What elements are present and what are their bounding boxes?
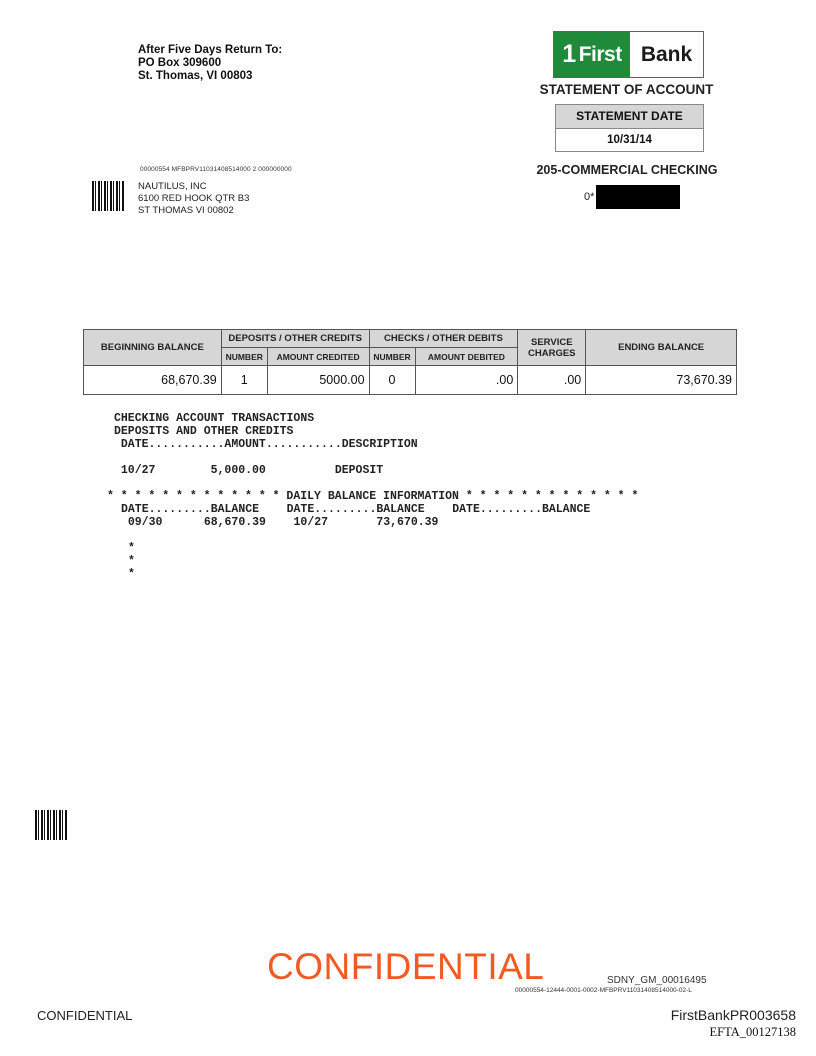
checks-number-header: NUMBER: [369, 348, 415, 366]
confidential-stamp: CONFIDENTIAL: [267, 946, 545, 987]
transaction-row: 10/27 5,000.00 DEPOSIT: [114, 464, 384, 477]
addressee-city: ST THOMAS VI 00802: [138, 205, 234, 216]
efta-label: EFTA_00127138: [709, 1025, 796, 1039]
deposits-header: DEPOSITS / OTHER CREDITS: [221, 330, 369, 348]
statement-date-box: [555, 104, 704, 152]
sdny-bates-label: SDNY_GM_00016495: [607, 975, 707, 986]
statement-date-value: 10/31/14: [607, 134, 652, 146]
amount-debited-value: .00: [415, 366, 518, 395]
service-charges-value: .00: [518, 366, 586, 395]
addressee-street: 6100 RED HOOK QTR B3: [138, 193, 250, 204]
daily-balance-row: 09/30 68,670.39 10/27 73,670.39: [121, 516, 439, 529]
service-charges-header: [518, 330, 586, 366]
return-address: [138, 44, 282, 83]
daily-balance-columns: DATE.........BALANCE DATE.........BALANCE DATE.........BALANCE: [121, 503, 591, 516]
beginning-balance-header: BEGINNING BALANCE: [84, 330, 222, 366]
batch-code: 00000554-12444-0001-0002-MFBPRV11031408514000-02-L: [515, 987, 692, 994]
statement-title: STATEMENT OF ACCOUNT: [539, 82, 714, 97]
checks-number-value: 0: [369, 366, 415, 395]
ending-balance-value: 73,670.39: [586, 366, 737, 395]
statement-date-header: STATEMENT DATE: [556, 105, 703, 129]
service-charges-header-line: CHARGES: [528, 347, 576, 359]
footer-confidential: CONFIDENTIAL: [37, 1008, 133, 1023]
addressee: [138, 181, 249, 217]
return-address-line: PO Box 309600: [138, 57, 222, 69]
addressee-name: NAUTILUS, INC: [138, 181, 207, 192]
amount-credited-header: AMOUNT CREDITED: [267, 348, 369, 366]
logo-bank: Bank: [640, 42, 693, 66]
logo-number: 1: [562, 40, 576, 68]
footer-bates-number: FirstBankPR003658: [670, 1007, 796, 1023]
amount-debited-header: AMOUNT DEBITED: [415, 348, 518, 366]
transactions-columns: DATE...........AMOUNT...........DESCRIPTION: [114, 438, 418, 451]
beginning-balance-value: 68,670.39: [84, 366, 222, 395]
amount-credited-value: 5000.00: [267, 366, 369, 395]
logo-first: First: [578, 42, 622, 66]
spacer-star: *: [128, 555, 135, 568]
firstbank-logo: [553, 31, 704, 78]
spacer-star: *: [128, 568, 135, 581]
account-number-prefix: 0*: [584, 191, 595, 203]
transactions-heading: CHECKING ACCOUNT TRANSACTIONS: [114, 412, 315, 425]
spacer-star: *: [128, 542, 135, 555]
service-charges-header-line: SERVICE: [531, 336, 573, 348]
account-type: 205-COMMERCIAL CHECKING: [536, 163, 718, 177]
return-address-line: St. Thomas, VI 00803: [138, 70, 253, 82]
account-summary-table: [83, 329, 737, 395]
deposits-heading: DEPOSITS AND OTHER CREDITS: [114, 425, 294, 438]
return-address-line: After Five Days Return To:: [138, 44, 283, 56]
qr-barcode-icon: [35, 810, 67, 840]
account-number-redaction: [596, 185, 680, 209]
qr-barcode-icon: [92, 181, 124, 211]
logo-green-block: [554, 32, 630, 77]
daily-balance-banner: * * * * * * * * * * * * * DAILY BALANCE INFORMATION * * * * * * * * * * * * *: [107, 490, 639, 503]
checks-header: CHECKS / OTHER DEBITS: [369, 330, 518, 348]
deposits-number-value: 1: [221, 366, 267, 395]
deposits-number-header: NUMBER: [221, 348, 267, 366]
mailer-code: 00000554 MFBPRV11031408514000 2 000000000: [140, 166, 292, 173]
ending-balance-header: ENDING BALANCE: [586, 330, 737, 366]
